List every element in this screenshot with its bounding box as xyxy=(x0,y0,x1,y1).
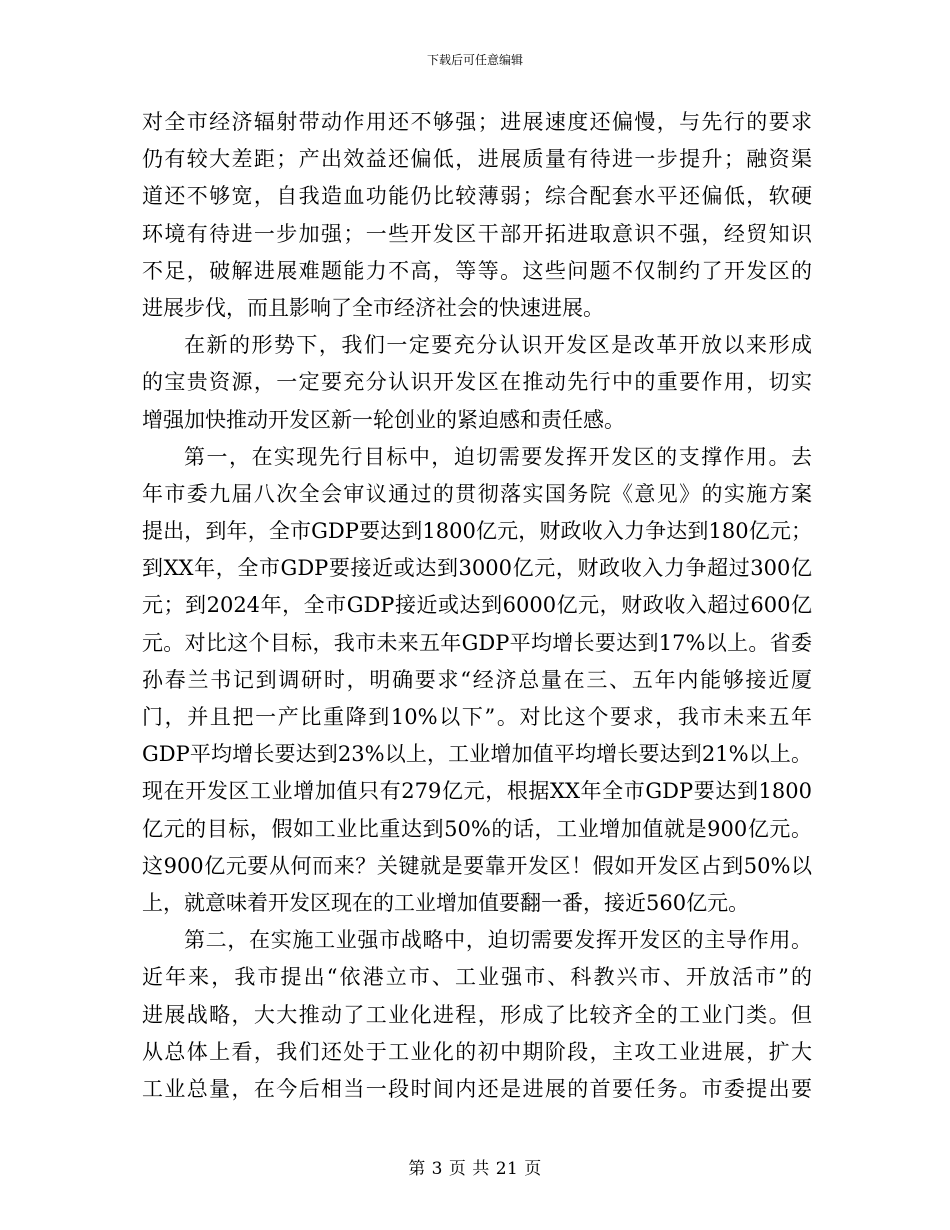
body-line: 第二，在实施工业强市战略中，迫切需要发挥开发区的主导作用。 xyxy=(184,928,812,953)
page-number-footer: 第 3 页 共 21 页 xyxy=(408,1159,542,1179)
body-line: 亿元的目标，假如工业比重达到50%的话，工业增加值就是900亿元。 xyxy=(142,816,812,841)
body-line: 现在开发区工业增加值只有279亿元，根据XX年全市GDP要达到1800 xyxy=(142,779,812,804)
body-line: 工业总量，在今后相当一段时间内还是进展的首要任务。市委提出要 xyxy=(142,1076,812,1101)
body-line: 到XX年，全市GDP要接近或达到3000亿元，财政收入力争超过300亿 xyxy=(142,556,812,581)
body-line: 仍有较大差距；产出效益还偏低，进展质量有待进一步提升；融资渠 xyxy=(142,147,812,172)
body-line: 进展战略，大大推动了工业化进程，形成了比较齐全的工业门类。但 xyxy=(142,1002,812,1027)
body-line: 第一，在实现先行目标中，迫切需要发挥开发区的支撑作用。去 xyxy=(184,444,812,469)
body-line: 对全市经济辐射带动作用还不够强；进展速度还偏慢，与先行的要求 xyxy=(142,110,812,134)
document-body xyxy=(142,104,812,1108)
body-line: 环境有待进一步加强；一些开发区干部开拓进取意识不强，经贸知识 xyxy=(142,221,812,246)
body-line: 道还不够宽，自我造血功能仍比较薄弱；综合配套水平还偏低，软硬 xyxy=(142,184,812,209)
body-line: 年市委九届八次全会审议通过的贯彻落实国务院《意见》的实施方案 xyxy=(142,481,812,506)
body-line: 从总体上看，我们还处于工业化的初中期阶段，主攻工业进展，扩大 xyxy=(142,1039,812,1064)
body-line: 增强加快推动开发区新一轮创业的紧迫感和责任感。 xyxy=(142,407,625,432)
body-line: 提出，到年，全市GDP要达到1800亿元，财政收入力争达到180亿元； xyxy=(142,519,812,544)
body-line: 门，并且把一产比重降到10%以下”。对比这个要求，我市未来五年 xyxy=(142,705,812,729)
body-line: 孙春兰书记到调研时，明确要求“经济总量在三、五年内能够接近厦 xyxy=(142,667,812,692)
body-line: 元；到2024年，全市GDP接近或达到6000亿元，财政收入超过600亿 xyxy=(142,593,812,618)
body-line: GDP平均增长要达到23%以上，工业增加值平均增长要达到21%以上。 xyxy=(142,742,812,767)
body-line: 进展步伐，而且影响了全市经济社会的快速进展。 xyxy=(142,295,604,320)
body-line: 的宝贵资源，一定要充分认识开发区在推动先行中的重要作用，切实 xyxy=(142,370,812,395)
body-line: 上，就意味着开发区现在的工业增加值要翻一番，接近560亿元。 xyxy=(142,890,750,915)
page-header: 下载后可任意编辑 xyxy=(426,53,523,67)
body-line: 在新的形势下，我们一定要充分认识开发区是改革开放以来形成 xyxy=(184,333,812,358)
body-line: 这900亿元要从何而来？关键就是要靠开发区！假如开发区占到50%以 xyxy=(142,853,812,878)
body-line: 近年来，我市提出“依港立市、工业强市、科教兴市、开放活市”的 xyxy=(142,965,812,990)
body-line: 不足，破解进展难题能力不高，等等。这些问题不仅制约了开发区的 xyxy=(142,258,812,283)
body-line: 元。对比这个目标，我市未来五年GDP平均增长要达到17%以上。省委 xyxy=(142,630,812,655)
